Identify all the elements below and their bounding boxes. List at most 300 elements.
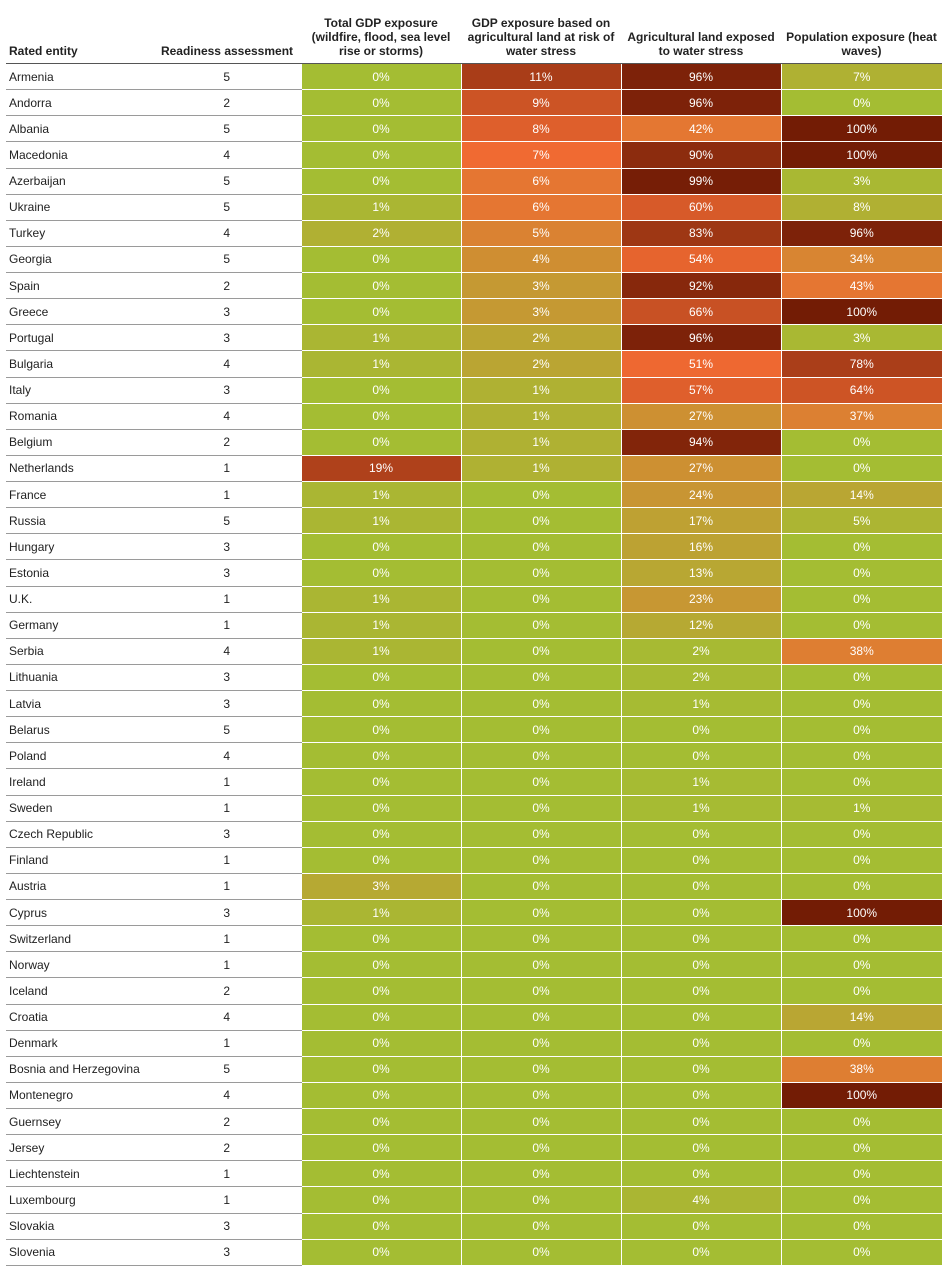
gdp-agri-water-stress-cell: 0% xyxy=(461,795,621,821)
population-heat-waves-cell: 5% xyxy=(781,508,942,534)
rated-entity-cell: France xyxy=(6,482,153,508)
table-row xyxy=(6,168,942,194)
total-gdp-exposure-cell: 0% xyxy=(301,534,461,560)
header-rated-entity: Rated entity xyxy=(6,16,153,64)
readiness-assessment-cell: 1 xyxy=(153,455,301,481)
rated-entity-cell: Guernsey xyxy=(6,1109,153,1135)
table-row xyxy=(6,1213,942,1239)
table-row xyxy=(6,1004,942,1030)
table-row xyxy=(6,194,942,220)
rated-entity-cell: Switzerland xyxy=(6,926,153,952)
population-heat-waves-cell: 0% xyxy=(781,952,942,978)
rated-entity-cell: Norway xyxy=(6,952,153,978)
rated-entity-cell: Russia xyxy=(6,508,153,534)
agri-land-water-stress-cell: 0% xyxy=(621,952,781,978)
readiness-assessment-cell: 5 xyxy=(153,116,301,142)
agri-land-water-stress-cell: 16% xyxy=(621,534,781,560)
readiness-assessment-cell: 1 xyxy=(153,1161,301,1187)
population-heat-waves-cell: 0% xyxy=(781,455,942,481)
gdp-agri-water-stress-cell: 0% xyxy=(461,1239,621,1265)
total-gdp-exposure-cell: 0% xyxy=(301,1135,461,1161)
gdp-agri-water-stress-cell: 1% xyxy=(461,403,621,429)
table-row xyxy=(6,1030,942,1056)
population-heat-waves-cell: 38% xyxy=(781,638,942,664)
readiness-assessment-cell: 3 xyxy=(153,821,301,847)
gdp-agri-water-stress-cell: 0% xyxy=(461,586,621,612)
population-heat-waves-cell: 8% xyxy=(781,194,942,220)
total-gdp-exposure-cell: 0% xyxy=(301,952,461,978)
readiness-assessment-cell: 1 xyxy=(153,612,301,638)
readiness-assessment-cell: 2 xyxy=(153,1109,301,1135)
table-row xyxy=(6,1239,942,1265)
table-row xyxy=(6,1187,942,1213)
population-heat-waves-cell: 14% xyxy=(781,482,942,508)
total-gdp-exposure-cell: 0% xyxy=(301,1082,461,1108)
total-gdp-exposure-cell: 0% xyxy=(301,821,461,847)
gdp-agri-water-stress-cell: 0% xyxy=(461,873,621,899)
population-heat-waves-cell: 0% xyxy=(781,429,942,455)
agri-land-water-stress-cell: 92% xyxy=(621,273,781,299)
readiness-assessment-cell: 1 xyxy=(153,482,301,508)
header-readiness-assessment: Readiness assessment xyxy=(153,16,301,64)
table-row xyxy=(6,220,942,246)
population-heat-waves-cell: 3% xyxy=(781,168,942,194)
population-heat-waves-cell: 0% xyxy=(781,691,942,717)
table-row xyxy=(6,1161,942,1187)
readiness-assessment-cell: 1 xyxy=(153,1187,301,1213)
population-heat-waves-cell: 0% xyxy=(781,978,942,1004)
rated-entity-cell: Georgia xyxy=(6,246,153,272)
gdp-agri-water-stress-cell: 0% xyxy=(461,1082,621,1108)
total-gdp-exposure-cell: 0% xyxy=(301,560,461,586)
rated-entity-cell: Serbia xyxy=(6,638,153,664)
population-heat-waves-cell: 0% xyxy=(781,1161,942,1187)
total-gdp-exposure-cell: 1% xyxy=(301,900,461,926)
table-row xyxy=(6,64,942,90)
gdp-agri-water-stress-cell: 5% xyxy=(461,220,621,246)
agri-land-water-stress-cell: 66% xyxy=(621,299,781,325)
table-row xyxy=(6,351,942,377)
readiness-assessment-cell: 4 xyxy=(153,142,301,168)
readiness-assessment-cell: 3 xyxy=(153,534,301,560)
readiness-assessment-cell: 3 xyxy=(153,560,301,586)
agri-land-water-stress-cell: 0% xyxy=(621,1030,781,1056)
readiness-assessment-cell: 1 xyxy=(153,769,301,795)
agri-land-water-stress-cell: 27% xyxy=(621,455,781,481)
population-heat-waves-cell: 100% xyxy=(781,1082,942,1108)
readiness-assessment-cell: 1 xyxy=(153,926,301,952)
agri-land-water-stress-cell: 13% xyxy=(621,560,781,586)
readiness-assessment-cell: 1 xyxy=(153,586,301,612)
rated-entity-cell: Montenegro xyxy=(6,1082,153,1108)
readiness-assessment-cell: 4 xyxy=(153,351,301,377)
total-gdp-exposure-cell: 0% xyxy=(301,1056,461,1082)
rated-entity-cell: Bosnia and Herzegovina xyxy=(6,1056,153,1082)
table-row xyxy=(6,429,942,455)
population-heat-waves-cell: 3% xyxy=(781,325,942,351)
total-gdp-exposure-cell: 0% xyxy=(301,691,461,717)
rated-entity-cell: Iceland xyxy=(6,978,153,1004)
agri-land-water-stress-cell: 96% xyxy=(621,325,781,351)
table-row xyxy=(6,717,942,743)
agri-land-water-stress-cell: 0% xyxy=(621,873,781,899)
rated-entity-cell: Greece xyxy=(6,299,153,325)
total-gdp-exposure-cell: 0% xyxy=(301,847,461,873)
readiness-assessment-cell: 4 xyxy=(153,1004,301,1030)
gdp-agri-water-stress-cell: 4% xyxy=(461,246,621,272)
agri-land-water-stress-cell: 94% xyxy=(621,429,781,455)
readiness-assessment-cell: 2 xyxy=(153,90,301,116)
readiness-assessment-cell: 4 xyxy=(153,403,301,429)
total-gdp-exposure-cell: 0% xyxy=(301,116,461,142)
agri-land-water-stress-cell: 2% xyxy=(621,664,781,690)
gdp-agri-water-stress-cell: 0% xyxy=(461,769,621,795)
population-heat-waves-cell: 14% xyxy=(781,1004,942,1030)
population-heat-waves-cell: 43% xyxy=(781,273,942,299)
agri-land-water-stress-cell: 0% xyxy=(621,717,781,743)
total-gdp-exposure-cell: 0% xyxy=(301,664,461,690)
agri-land-water-stress-cell: 57% xyxy=(621,377,781,403)
table-row xyxy=(6,847,942,873)
rated-entity-cell: Ireland xyxy=(6,769,153,795)
gdp-agri-water-stress-cell: 6% xyxy=(461,194,621,220)
rated-entity-cell: Finland xyxy=(6,847,153,873)
gdp-agri-water-stress-cell: 0% xyxy=(461,664,621,690)
rated-entity-cell: Belarus xyxy=(6,717,153,743)
population-heat-waves-cell: 0% xyxy=(781,873,942,899)
readiness-assessment-cell: 5 xyxy=(153,717,301,743)
population-heat-waves-cell: 37% xyxy=(781,403,942,429)
total-gdp-exposure-cell: 0% xyxy=(301,743,461,769)
gdp-agri-water-stress-cell: 0% xyxy=(461,717,621,743)
readiness-assessment-cell: 1 xyxy=(153,873,301,899)
agri-land-water-stress-cell: 23% xyxy=(621,586,781,612)
total-gdp-exposure-cell: 0% xyxy=(301,64,461,90)
rated-entity-cell: Slovakia xyxy=(6,1213,153,1239)
readiness-assessment-cell: 3 xyxy=(153,299,301,325)
readiness-assessment-cell: 3 xyxy=(153,1213,301,1239)
total-gdp-exposure-cell: 0% xyxy=(301,168,461,194)
population-heat-waves-cell: 0% xyxy=(781,586,942,612)
agri-land-water-stress-cell: 96% xyxy=(621,64,781,90)
readiness-assessment-cell: 4 xyxy=(153,638,301,664)
table-row xyxy=(6,769,942,795)
gdp-agri-water-stress-cell: 0% xyxy=(461,1030,621,1056)
table-row xyxy=(6,325,942,351)
total-gdp-exposure-cell: 1% xyxy=(301,638,461,664)
readiness-assessment-cell: 2 xyxy=(153,978,301,1004)
readiness-assessment-cell: 5 xyxy=(153,1056,301,1082)
table-row xyxy=(6,638,942,664)
readiness-assessment-cell: 2 xyxy=(153,429,301,455)
gdp-agri-water-stress-cell: 0% xyxy=(461,534,621,560)
readiness-assessment-cell: 5 xyxy=(153,246,301,272)
readiness-assessment-cell: 3 xyxy=(153,900,301,926)
readiness-assessment-cell: 2 xyxy=(153,273,301,299)
total-gdp-exposure-cell: 0% xyxy=(301,90,461,116)
agri-land-water-stress-cell: 0% xyxy=(621,1004,781,1030)
readiness-assessment-cell: 4 xyxy=(153,743,301,769)
total-gdp-exposure-cell: 0% xyxy=(301,1213,461,1239)
gdp-agri-water-stress-cell: 0% xyxy=(461,560,621,586)
table-row xyxy=(6,978,942,1004)
table-row xyxy=(6,116,942,142)
population-heat-waves-cell: 7% xyxy=(781,64,942,90)
gdp-agri-water-stress-cell: 0% xyxy=(461,1056,621,1082)
population-heat-waves-cell: 100% xyxy=(781,116,942,142)
gdp-agri-water-stress-cell: 0% xyxy=(461,1187,621,1213)
agri-land-water-stress-cell: 1% xyxy=(621,691,781,717)
rated-entity-cell: Croatia xyxy=(6,1004,153,1030)
agri-land-water-stress-cell: 0% xyxy=(621,821,781,847)
rated-entity-cell: Albania xyxy=(6,116,153,142)
readiness-assessment-cell: 4 xyxy=(153,220,301,246)
readiness-assessment-cell: 3 xyxy=(153,377,301,403)
readiness-assessment-cell: 3 xyxy=(153,664,301,690)
population-heat-waves-cell: 0% xyxy=(781,769,942,795)
table-row xyxy=(6,455,942,481)
header-gdp-exposure-agri-water-stress: GDP exposure based on agricultural land at risk of water stress xyxy=(461,16,621,64)
rated-entity-cell: Czech Republic xyxy=(6,821,153,847)
agri-land-water-stress-cell: 4% xyxy=(621,1187,781,1213)
readiness-assessment-cell: 5 xyxy=(153,194,301,220)
gdp-agri-water-stress-cell: 0% xyxy=(461,743,621,769)
readiness-assessment-cell: 4 xyxy=(153,1082,301,1108)
gdp-agri-water-stress-cell: 0% xyxy=(461,900,621,926)
population-heat-waves-cell: 0% xyxy=(781,1213,942,1239)
agri-land-water-stress-cell: 1% xyxy=(621,769,781,795)
gdp-agri-water-stress-cell: 0% xyxy=(461,1213,621,1239)
total-gdp-exposure-cell: 0% xyxy=(301,978,461,1004)
agri-land-water-stress-cell: 0% xyxy=(621,900,781,926)
gdp-agri-water-stress-cell: 11% xyxy=(461,64,621,90)
table-row xyxy=(6,691,942,717)
header-total-gdp-exposure: Total GDP exposure (wildfire, flood, sea level rise or storms) xyxy=(301,16,461,64)
table-row xyxy=(6,664,942,690)
gdp-agri-water-stress-cell: 0% xyxy=(461,847,621,873)
population-heat-waves-cell: 0% xyxy=(781,664,942,690)
gdp-agri-water-stress-cell: 1% xyxy=(461,377,621,403)
rated-entity-cell: Sweden xyxy=(6,795,153,821)
table-row xyxy=(6,299,942,325)
agri-land-water-stress-cell: 2% xyxy=(621,638,781,664)
rated-entity-cell: Germany xyxy=(6,612,153,638)
rated-entity-cell: Luxembourg xyxy=(6,1187,153,1213)
agri-land-water-stress-cell: 0% xyxy=(621,1161,781,1187)
agri-land-water-stress-cell: 12% xyxy=(621,612,781,638)
total-gdp-exposure-cell: 0% xyxy=(301,246,461,272)
rated-entity-cell: Turkey xyxy=(6,220,153,246)
rated-entity-cell: Azerbaijan xyxy=(6,168,153,194)
readiness-assessment-cell: 5 xyxy=(153,168,301,194)
agri-land-water-stress-cell: 99% xyxy=(621,168,781,194)
rated-entity-cell: Liechtenstein xyxy=(6,1161,153,1187)
population-heat-waves-cell: 0% xyxy=(781,1109,942,1135)
table-row xyxy=(6,246,942,272)
total-gdp-exposure-cell: 0% xyxy=(301,1004,461,1030)
total-gdp-exposure-cell: 0% xyxy=(301,299,461,325)
rated-entity-cell: Slovenia xyxy=(6,1239,153,1265)
rated-entity-cell: Latvia xyxy=(6,691,153,717)
gdp-agri-water-stress-cell: 0% xyxy=(461,1109,621,1135)
rated-entity-cell: Cyprus xyxy=(6,900,153,926)
gdp-agri-water-stress-cell: 2% xyxy=(461,325,621,351)
agri-land-water-stress-cell: 96% xyxy=(621,90,781,116)
climate-exposure-heat-table xyxy=(6,16,942,1266)
table-row xyxy=(6,1056,942,1082)
population-heat-waves-cell: 0% xyxy=(781,612,942,638)
table-row xyxy=(6,508,942,534)
readiness-assessment-cell: 3 xyxy=(153,325,301,351)
population-heat-waves-cell: 0% xyxy=(781,926,942,952)
readiness-assessment-cell: 3 xyxy=(153,691,301,717)
readiness-assessment-cell: 2 xyxy=(153,1135,301,1161)
total-gdp-exposure-cell: 0% xyxy=(301,1187,461,1213)
gdp-agri-water-stress-cell: 0% xyxy=(461,821,621,847)
total-gdp-exposure-cell: 3% xyxy=(301,873,461,899)
gdp-agri-water-stress-cell: 3% xyxy=(461,299,621,325)
total-gdp-exposure-cell: 0% xyxy=(301,769,461,795)
total-gdp-exposure-cell: 0% xyxy=(301,926,461,952)
rated-entity-cell: Italy xyxy=(6,377,153,403)
agri-land-water-stress-cell: 54% xyxy=(621,246,781,272)
rated-entity-cell: Hungary xyxy=(6,534,153,560)
agri-land-water-stress-cell: 0% xyxy=(621,1239,781,1265)
population-heat-waves-cell: 0% xyxy=(781,743,942,769)
population-heat-waves-cell: 0% xyxy=(781,847,942,873)
agri-land-water-stress-cell: 60% xyxy=(621,194,781,220)
population-heat-waves-cell: 0% xyxy=(781,534,942,560)
rated-entity-cell: Denmark xyxy=(6,1030,153,1056)
agri-land-water-stress-cell: 27% xyxy=(621,403,781,429)
population-heat-waves-cell: 34% xyxy=(781,246,942,272)
population-heat-waves-cell: 100% xyxy=(781,142,942,168)
total-gdp-exposure-cell: 0% xyxy=(301,142,461,168)
gdp-agri-water-stress-cell: 6% xyxy=(461,168,621,194)
table-row xyxy=(6,142,942,168)
gdp-agri-water-stress-cell: 0% xyxy=(461,926,621,952)
rated-entity-cell: Armenia xyxy=(6,64,153,90)
rated-entity-cell: Jersey xyxy=(6,1135,153,1161)
population-heat-waves-cell: 0% xyxy=(781,560,942,586)
total-gdp-exposure-cell: 0% xyxy=(301,273,461,299)
gdp-agri-water-stress-cell: 0% xyxy=(461,508,621,534)
rated-entity-cell: U.K. xyxy=(6,586,153,612)
table-row xyxy=(6,534,942,560)
table-row xyxy=(6,743,942,769)
total-gdp-exposure-cell: 0% xyxy=(301,1030,461,1056)
total-gdp-exposure-cell: 1% xyxy=(301,325,461,351)
agri-land-water-stress-cell: 0% xyxy=(621,1082,781,1108)
gdp-agri-water-stress-cell: 0% xyxy=(461,952,621,978)
rated-entity-cell: Poland xyxy=(6,743,153,769)
gdp-agri-water-stress-cell: 8% xyxy=(461,116,621,142)
rated-entity-cell: Macedonia xyxy=(6,142,153,168)
table-row xyxy=(6,273,942,299)
population-heat-waves-cell: 100% xyxy=(781,900,942,926)
readiness-assessment-cell: 1 xyxy=(153,952,301,978)
table-row xyxy=(6,612,942,638)
header-row xyxy=(6,16,942,64)
population-heat-waves-cell: 0% xyxy=(781,1187,942,1213)
readiness-assessment-cell: 1 xyxy=(153,795,301,821)
total-gdp-exposure-cell: 1% xyxy=(301,482,461,508)
table-row xyxy=(6,873,942,899)
total-gdp-exposure-cell: 0% xyxy=(301,1109,461,1135)
population-heat-waves-cell: 38% xyxy=(781,1056,942,1082)
agri-land-water-stress-cell: 0% xyxy=(621,1056,781,1082)
gdp-agri-water-stress-cell: 2% xyxy=(461,351,621,377)
table-row xyxy=(6,926,942,952)
agri-land-water-stress-cell: 90% xyxy=(621,142,781,168)
readiness-assessment-cell: 5 xyxy=(153,508,301,534)
table-row xyxy=(6,900,942,926)
rated-entity-cell: Spain xyxy=(6,273,153,299)
total-gdp-exposure-cell: 1% xyxy=(301,612,461,638)
population-heat-waves-cell: 78% xyxy=(781,351,942,377)
table-row xyxy=(6,952,942,978)
rated-entity-cell: Netherlands xyxy=(6,455,153,481)
rated-entity-cell: Romania xyxy=(6,403,153,429)
table-row xyxy=(6,1082,942,1108)
gdp-agri-water-stress-cell: 0% xyxy=(461,612,621,638)
readiness-assessment-cell: 1 xyxy=(153,847,301,873)
agri-land-water-stress-cell: 0% xyxy=(621,743,781,769)
total-gdp-exposure-cell: 1% xyxy=(301,351,461,377)
table-row xyxy=(6,90,942,116)
readiness-assessment-cell: 3 xyxy=(153,1239,301,1265)
agri-land-water-stress-cell: 51% xyxy=(621,351,781,377)
agri-land-water-stress-cell: 0% xyxy=(621,847,781,873)
total-gdp-exposure-cell: 19% xyxy=(301,455,461,481)
readiness-assessment-cell: 1 xyxy=(153,1030,301,1056)
header-agri-land-water-stress: Agricultural land exposed to water stress xyxy=(621,16,781,64)
rated-entity-cell: Belgium xyxy=(6,429,153,455)
total-gdp-exposure-cell: 1% xyxy=(301,194,461,220)
population-heat-waves-cell: 0% xyxy=(781,1030,942,1056)
table-row xyxy=(6,586,942,612)
population-heat-waves-cell: 96% xyxy=(781,220,942,246)
total-gdp-exposure-cell: 0% xyxy=(301,717,461,743)
agri-land-water-stress-cell: 0% xyxy=(621,1135,781,1161)
table-row xyxy=(6,482,942,508)
rated-entity-cell: Ukraine xyxy=(6,194,153,220)
gdp-agri-water-stress-cell: 9% xyxy=(461,90,621,116)
agri-land-water-stress-cell: 0% xyxy=(621,1109,781,1135)
total-gdp-exposure-cell: 2% xyxy=(301,220,461,246)
agri-land-water-stress-cell: 24% xyxy=(621,482,781,508)
gdp-agri-water-stress-cell: 3% xyxy=(461,273,621,299)
agri-land-water-stress-cell: 0% xyxy=(621,978,781,1004)
total-gdp-exposure-cell: 0% xyxy=(301,1239,461,1265)
header-population-heat-waves: Population exposure (heat waves) xyxy=(781,16,942,64)
gdp-agri-water-stress-cell: 0% xyxy=(461,1135,621,1161)
readiness-assessment-cell: 5 xyxy=(153,64,301,90)
table-row xyxy=(6,1135,942,1161)
rated-entity-cell: Bulgaria xyxy=(6,351,153,377)
gdp-agri-water-stress-cell: 1% xyxy=(461,429,621,455)
population-heat-waves-cell: 1% xyxy=(781,795,942,821)
rated-entity-cell: Andorra xyxy=(6,90,153,116)
gdp-agri-water-stress-cell: 0% xyxy=(461,482,621,508)
agri-land-water-stress-cell: 42% xyxy=(621,116,781,142)
gdp-agri-water-stress-cell: 0% xyxy=(461,978,621,1004)
agri-land-water-stress-cell: 0% xyxy=(621,926,781,952)
total-gdp-exposure-cell: 0% xyxy=(301,377,461,403)
population-heat-waves-cell: 0% xyxy=(781,821,942,847)
total-gdp-exposure-cell: 0% xyxy=(301,429,461,455)
population-heat-waves-cell: 0% xyxy=(781,717,942,743)
